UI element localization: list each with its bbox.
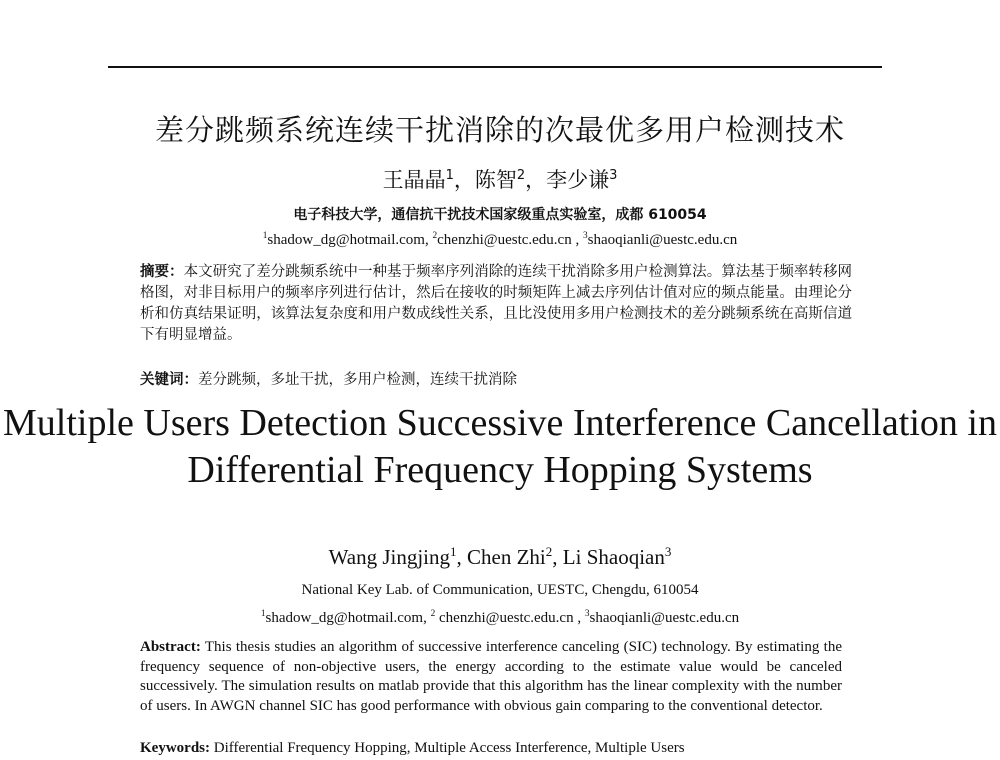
separator: ， [453,168,475,192]
author-name: 王晶晶 [382,168,446,192]
en-keywords [140,740,842,757]
affiliation-mark: 1 [450,544,457,559]
email-address: shadow_dg@hotmail.com [267,232,425,248]
separator: , [573,610,585,626]
email-address: chenzhi@uestc.edu.cn [435,610,574,626]
en-affiliation: National Key Lab. of Communication, UESTC, Chengdu, 610054 [301,582,699,598]
email-address: shadow_dg@hotmail.com [265,610,424,626]
en-abstract-label: Abstract: [140,639,201,655]
en-emails [0,610,1000,627]
affiliation-mark: 1 [445,168,454,183]
en-keywords-text: Differential Frequency Hopping, Multiple Access Interference, Multiple Users [210,740,685,756]
email-address: shaoqianli@uestc.edu.cn [587,232,738,248]
author-name: Wang Jingjing [328,545,450,569]
cn-affiliation: 电子科技大学，通信抗干扰技术国家级重点实验室，成都 610054 [293,207,707,223]
en-abstract [140,638,842,716]
cn-keywords-label: 关键词： [140,372,198,388]
affiliation-mark: 2 [516,168,526,183]
author-name: 陈智 [474,168,517,192]
author-name: Li Shaoqian [562,545,665,569]
en-authors [0,545,1000,570]
en-title: Multiple Users Detection Successive Interference Cancellation in Differential Frequency Hopping Systems [3,402,997,491]
affiliation-mark: 3 [609,168,618,183]
affiliation-mark: 2 [432,231,438,241]
affiliation-mark: 3 [582,231,588,241]
separator: , [423,610,431,626]
en-abstract-text: This thesis studies an algorithm of successive interference canceling (SIC) technology. By estimating the frequency sequence of non-objective users, the energy according to the estimate value would be canceled successively. The simulation results on matlab provide that this algorithm has the linear complexity with the number of users. In AWGN channel SIC has good performance with obvious gain comparing to the conventional detector. [140,639,842,714]
affiliation-mark: 1 [262,231,268,241]
cn-abstract-label: 摘要： [140,264,184,280]
affiliation-mark: 1 [260,609,266,619]
en-keywords-label: Keywords: [140,740,210,756]
affiliation-mark: 3 [664,544,672,559]
separator: , [456,545,468,569]
affiliation-mark: 3 [584,609,590,619]
cn-title: 差分跳频系统连续干扰消除的次最优多用户检测技术 [154,113,845,147]
author-name: 李少谦 [546,168,610,192]
author-name: Chen Zhi [467,545,546,569]
cn-abstract [140,262,852,346]
cn-authors [0,164,1000,194]
separator: , [552,545,563,569]
cn-keywords-text: 差分跳频，多址干扰，多用户检测，连续干扰消除 [198,372,517,388]
separator: , [424,232,433,248]
cn-emails [0,232,1000,249]
affiliation-mark: 2 [545,544,553,559]
email-address: chenzhi@uestc.edu.cn [437,232,572,248]
affiliation-mark: 2 [430,609,436,619]
cn-abstract-text: 本文研究了差分跳频系统中一种基于频率序列消除的连续干扰消除多用户检测算法。算法基于频率转移网格图，对非目标用户的频率序列进行估计，然后在接收的时频矩阵上减去序列估计值对应的频点能量。由理论分析和仿真结果证明，该算法复杂度和用户数成线性关系，且比没使用多用户检测技术的差分跳频系统在高斯信道下有明显增益。 [140,264,852,343]
cn-keywords [140,368,852,389]
email-address: shaoqianli@uestc.edu.cn [589,610,740,626]
separator: ， [525,168,547,192]
header-rule [108,66,882,68]
separator: , [571,232,583,248]
